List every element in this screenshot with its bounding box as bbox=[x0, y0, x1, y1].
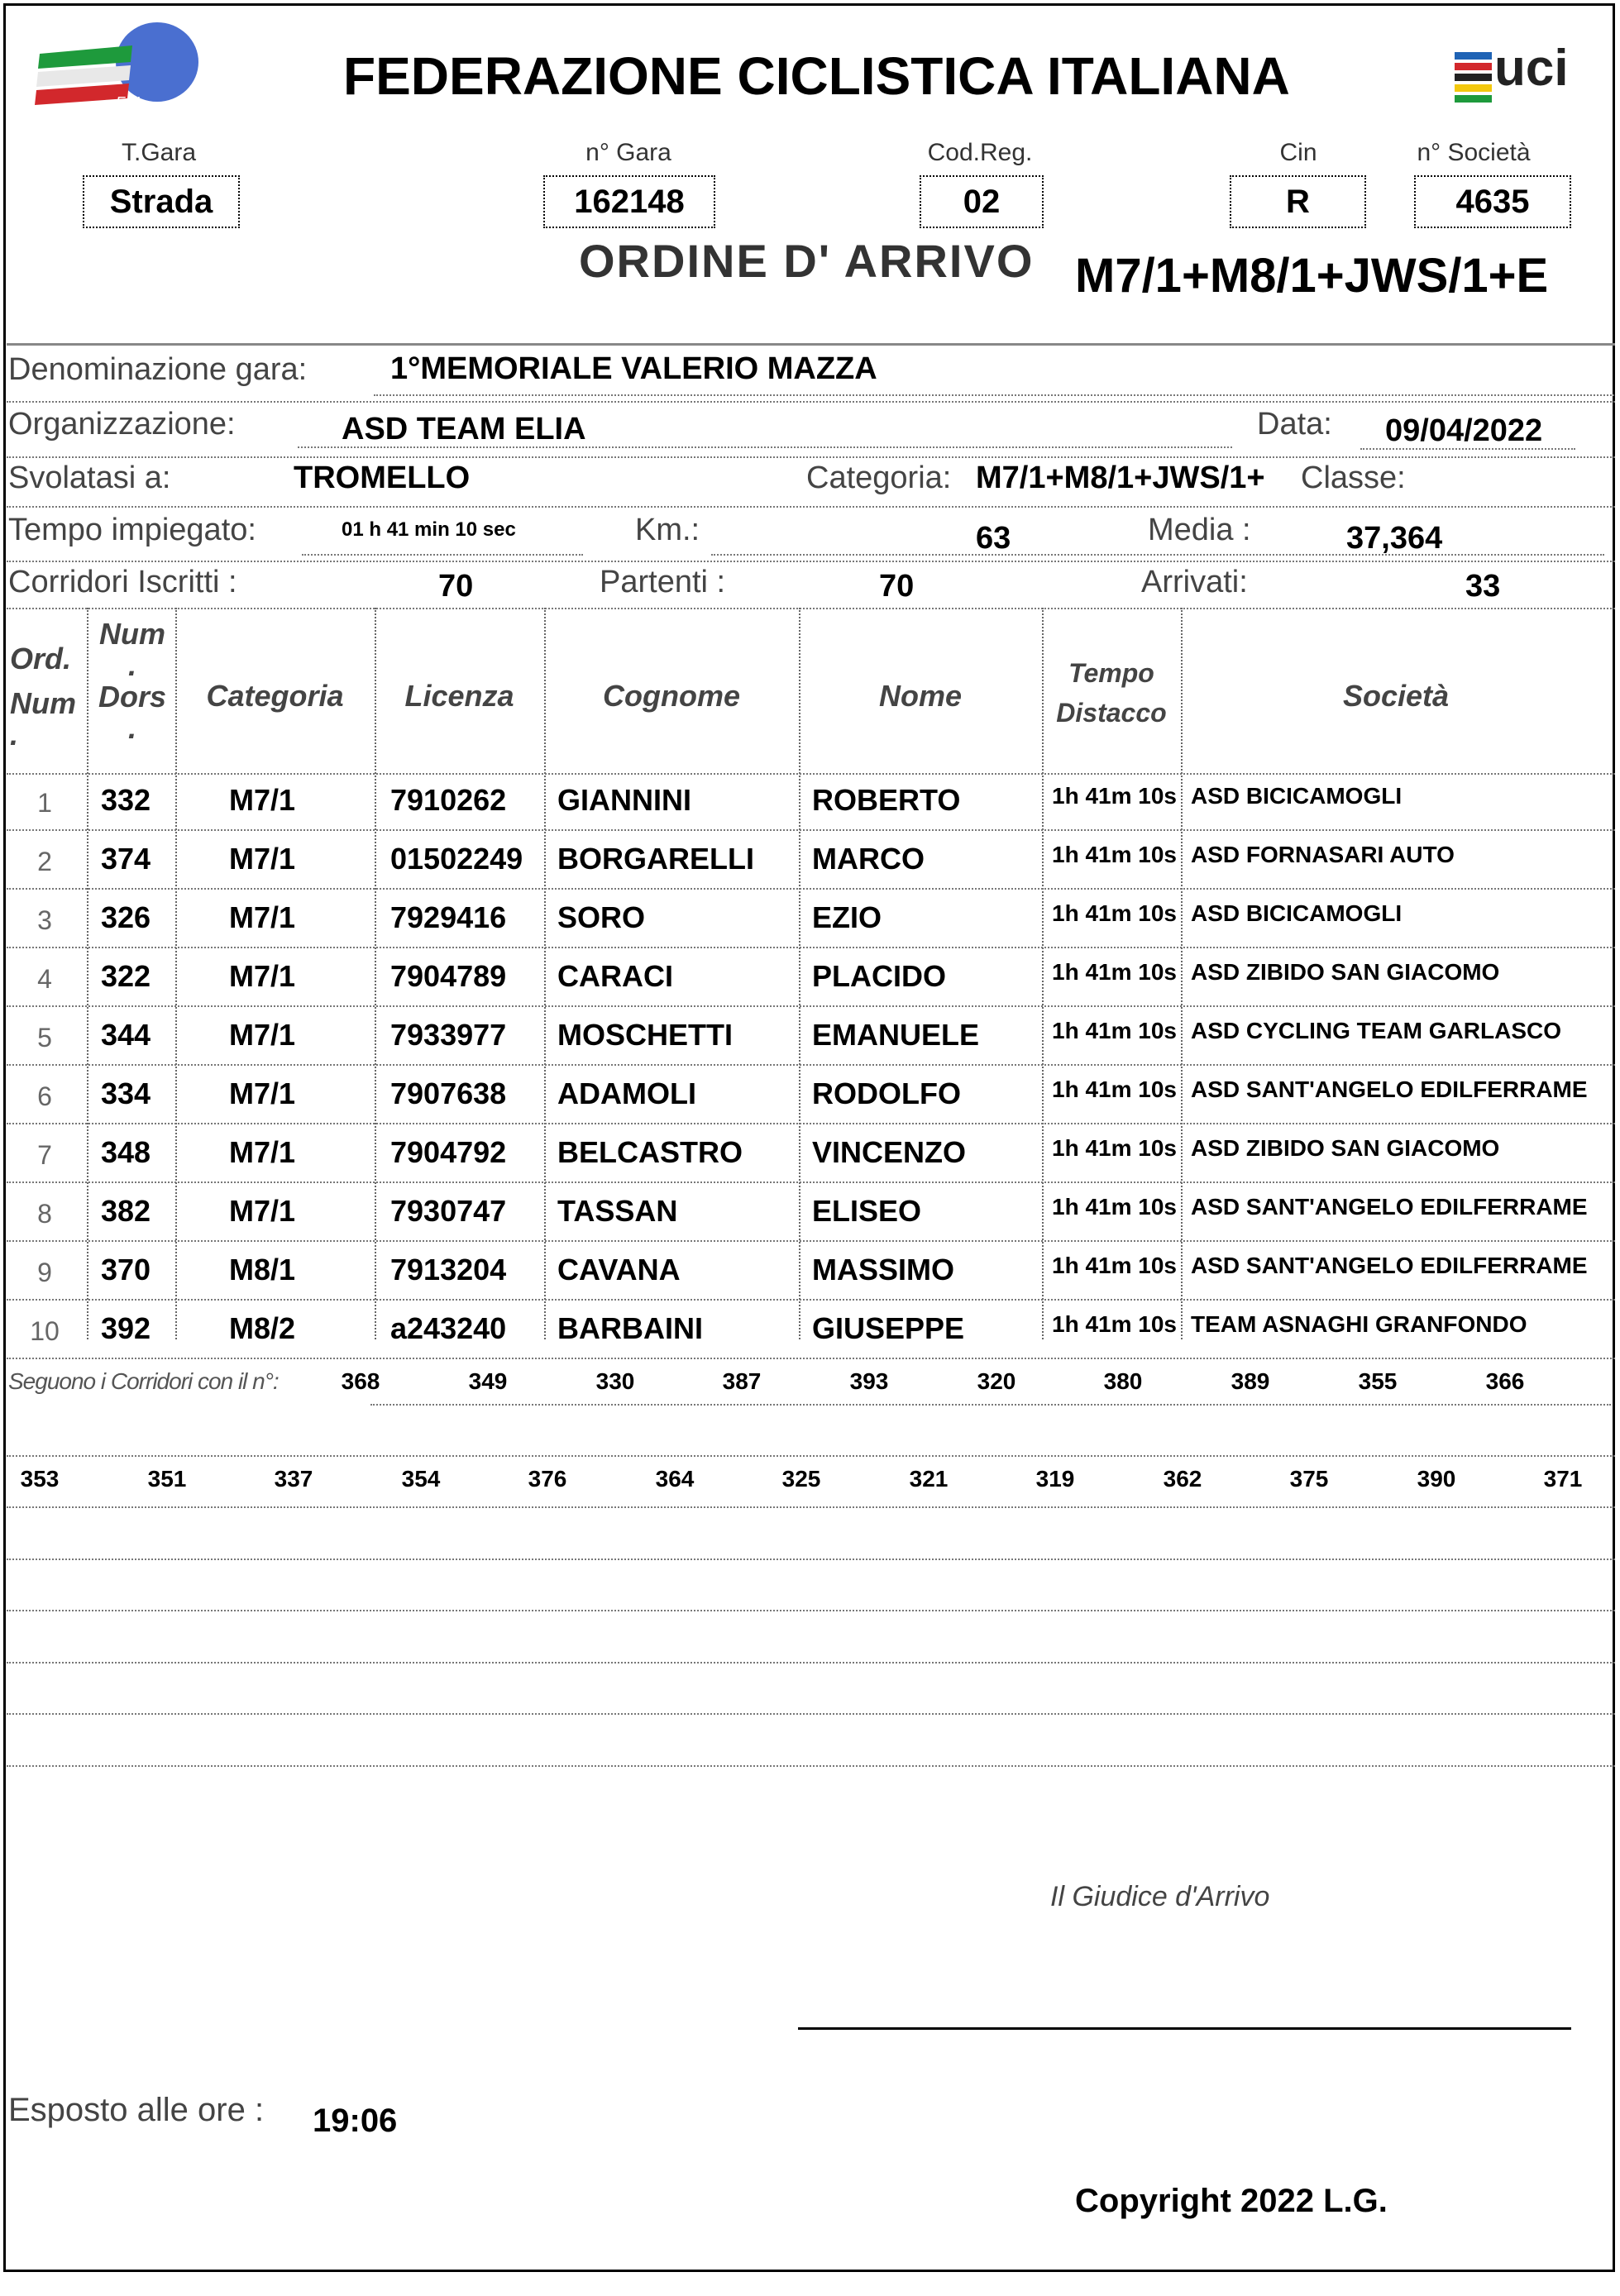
cell-tempo: 1h 41m 10s bbox=[1052, 1076, 1177, 1102]
fci-logo bbox=[33, 21, 207, 116]
separator bbox=[7, 1610, 1615, 1611]
arrivati-value: 33 bbox=[1465, 569, 1501, 604]
cell-societa: ASD SANT'ANGELO EDILFERRAME bbox=[1191, 1253, 1588, 1278]
cell-tempo: 1h 41m 10s bbox=[1052, 959, 1177, 985]
uci-logo-text: uci bbox=[1494, 40, 1569, 97]
separator bbox=[374, 394, 1614, 396]
cell-lic: a243240 bbox=[390, 1311, 507, 1345]
follower-number: 364 bbox=[655, 1466, 695, 1492]
classe-label: Classe: bbox=[1301, 461, 1406, 495]
cell-cognome: TASSAN bbox=[557, 1194, 678, 1228]
codreg-box: 02 bbox=[920, 175, 1044, 228]
follower-number: 351 bbox=[147, 1466, 187, 1492]
cell-cat: M7/1 bbox=[229, 1135, 296, 1169]
tgara-box: Strada bbox=[83, 175, 240, 228]
cell-societa: ASD SANT'ANGELO EDILFERRAME bbox=[1191, 1076, 1588, 1102]
cell-societa: ASD SANT'ANGELO EDILFERRAME bbox=[1191, 1194, 1588, 1220]
tgara-label: T.Gara bbox=[121, 139, 197, 166]
nsocieta-label: n° Società bbox=[1417, 139, 1531, 166]
cell-cat: M7/1 bbox=[229, 900, 296, 934]
cell-lic: 7904792 bbox=[390, 1135, 507, 1169]
arrivati-label: Arrivati: bbox=[1141, 565, 1248, 599]
separator bbox=[7, 1455, 1615, 1457]
separator bbox=[302, 554, 583, 556]
ord-num: 9 bbox=[37, 1258, 52, 1287]
cell-tempo: 1h 41m 10s bbox=[1052, 900, 1177, 926]
col-num-header: Num . Dors . bbox=[98, 617, 167, 745]
follower-number: 376 bbox=[528, 1466, 567, 1492]
cell-societa: TEAM ASNAGHI GRANFONDO bbox=[1191, 1311, 1527, 1337]
cell-cat: M7/1 bbox=[229, 1076, 296, 1110]
cell-num: 334 bbox=[101, 1076, 151, 1110]
cell-nome: ELISEO bbox=[812, 1194, 922, 1228]
cell-cat: M8/2 bbox=[229, 1311, 296, 1345]
follower-number: 366 bbox=[1485, 1368, 1525, 1394]
cell-num: 348 bbox=[101, 1135, 151, 1169]
follower-number: 390 bbox=[1417, 1466, 1456, 1492]
cell-lic: 7910262 bbox=[390, 783, 507, 817]
cell-societa: ASD FORNASARI AUTO bbox=[1191, 842, 1455, 867]
cell-tempo: 1h 41m 10s bbox=[1052, 783, 1177, 809]
row-separator bbox=[7, 1181, 1615, 1183]
ngara-box: 162148 bbox=[543, 175, 715, 228]
media-label: Media : bbox=[1148, 513, 1251, 547]
separator bbox=[7, 1713, 1615, 1715]
denominazione-label: Denominazione gara: bbox=[8, 352, 308, 387]
row-separator bbox=[7, 1240, 1615, 1242]
media-value: 37,364 bbox=[1346, 521, 1443, 556]
cell-lic: 7929416 bbox=[390, 900, 507, 934]
federation-title: FEDERAZIONE CICLISTICA ITALIANA bbox=[343, 46, 1290, 106]
separator bbox=[7, 343, 1615, 346]
follower-number: 319 bbox=[1035, 1466, 1075, 1492]
km-value: 63 bbox=[976, 521, 1011, 556]
cin-box: R bbox=[1230, 175, 1366, 228]
cell-cat: M7/1 bbox=[229, 842, 296, 876]
cell-num: 370 bbox=[101, 1253, 151, 1286]
partenti-label: Partenti : bbox=[600, 565, 726, 599]
separator bbox=[7, 456, 1615, 458]
row-separator bbox=[7, 1064, 1615, 1066]
follower-number: 354 bbox=[401, 1466, 441, 1492]
ngara-label: n° Gara bbox=[585, 139, 671, 166]
cell-nome: EZIO bbox=[812, 900, 882, 934]
cell-lic: 7930747 bbox=[390, 1194, 507, 1228]
tempo-value: 01 h 41 min 10 sec bbox=[342, 518, 516, 541]
cell-num: 382 bbox=[101, 1194, 151, 1228]
cell-num: 374 bbox=[101, 842, 151, 876]
follower-number: 353 bbox=[20, 1466, 60, 1492]
ord-num: 4 bbox=[37, 964, 52, 994]
cell-cognome: BORGARELLI bbox=[557, 842, 754, 876]
nsocieta-box: 4635 bbox=[1414, 175, 1571, 228]
follower-number: 380 bbox=[1103, 1368, 1143, 1394]
cell-nome: ROBERTO bbox=[812, 783, 961, 817]
row-separator bbox=[7, 888, 1615, 890]
row-separator bbox=[7, 1299, 1615, 1301]
col-categoria-header: Categoria bbox=[206, 679, 344, 713]
follower-number: 389 bbox=[1231, 1368, 1270, 1394]
row-separator bbox=[7, 947, 1615, 948]
partenti-value: 70 bbox=[879, 569, 915, 604]
copyright: Copyright 2022 L.G. bbox=[1075, 2183, 1388, 2219]
col-ord-header: Ord. Num . bbox=[10, 642, 76, 752]
cell-lic: 7907638 bbox=[390, 1076, 507, 1110]
svoltasi-value: TROMELLO bbox=[294, 461, 471, 495]
cell-societa: ASD BICICAMOGLI bbox=[1191, 783, 1403, 809]
cell-tempo: 1h 41m 10s bbox=[1052, 1018, 1177, 1043]
cell-num: 344 bbox=[101, 1018, 151, 1052]
cell-cognome: CARACI bbox=[557, 959, 673, 993]
cell-societa: ASD BICICAMOGLI bbox=[1191, 900, 1403, 926]
cell-num: 322 bbox=[101, 959, 151, 993]
cell-tempo: 1h 41m 10s bbox=[1052, 842, 1177, 867]
data-label: Data: bbox=[1257, 407, 1332, 442]
iscritti-value: 70 bbox=[438, 569, 474, 604]
cell-cognome: GIANNINI bbox=[557, 783, 691, 817]
cell-tempo: 1h 41m 10s bbox=[1052, 1135, 1177, 1161]
organizzazione-value: ASD TEAM ELIA bbox=[342, 412, 586, 446]
denominazione-value: 1°MEMORIALE VALERIO MAZZA bbox=[390, 351, 877, 386]
ord-num: 5 bbox=[37, 1023, 52, 1053]
tempo-label: Tempo impiegato: bbox=[8, 513, 256, 547]
cell-nome: GIUSEPPE bbox=[812, 1311, 965, 1345]
category-title: M7/1+M8/1+JWS/1+E bbox=[1075, 249, 1549, 303]
cell-tempo: 1h 41m 10s bbox=[1052, 1194, 1177, 1220]
seguono-label: Seguono i Corridori con il n°: bbox=[8, 1368, 279, 1394]
cell-societa: ASD ZIBIDO SAN GIACOMO bbox=[1191, 959, 1500, 985]
follower-number: 393 bbox=[849, 1368, 889, 1394]
esposto-value: 19:06 bbox=[313, 2103, 398, 2139]
cell-lic: 7904789 bbox=[390, 959, 507, 993]
cell-lic: 01502249 bbox=[390, 842, 523, 876]
ord-num: 7 bbox=[37, 1140, 52, 1170]
follower-number: 355 bbox=[1358, 1368, 1398, 1394]
follower-number: 321 bbox=[909, 1466, 949, 1492]
cell-cognome: BARBAINI bbox=[557, 1311, 703, 1345]
cell-nome: EMANUELE bbox=[812, 1018, 980, 1052]
row-separator bbox=[7, 829, 1615, 831]
ord-num: 8 bbox=[37, 1199, 52, 1229]
row-separator bbox=[7, 1358, 1615, 1359]
iscritti-label: Corridori Iscritti : bbox=[8, 565, 237, 599]
cell-num: 332 bbox=[101, 783, 151, 817]
follower-number: 368 bbox=[341, 1368, 380, 1394]
cell-cat: M7/1 bbox=[229, 959, 296, 993]
col-cognome-header: Cognome bbox=[603, 679, 740, 713]
cell-cognome: BELCASTRO bbox=[557, 1135, 743, 1169]
cell-nome: RODOLFO bbox=[812, 1076, 961, 1110]
follower-number: 362 bbox=[1163, 1466, 1202, 1492]
follower-number: 349 bbox=[468, 1368, 508, 1394]
col-nome-header: Nome bbox=[878, 679, 963, 713]
organizzazione-label: Organizzazione: bbox=[8, 407, 236, 442]
row-separator bbox=[7, 1123, 1615, 1124]
follower-number: 375 bbox=[1289, 1466, 1329, 1492]
col-societa-header: Società bbox=[1342, 679, 1450, 713]
svoltasi-label: Svolatasi a: bbox=[8, 461, 171, 495]
cell-cognome: CAVANA bbox=[557, 1253, 681, 1286]
separator bbox=[7, 1506, 1615, 1508]
esposto-label: Esposto alle ore : bbox=[8, 2092, 265, 2128]
uci-logo bbox=[1451, 21, 1600, 120]
separator bbox=[7, 773, 1615, 775]
ord-num: 1 bbox=[37, 788, 52, 818]
cell-cognome: ADAMOLI bbox=[557, 1076, 696, 1110]
col-licenza-header: Licenza bbox=[404, 679, 514, 713]
categoria-label: Categoria: bbox=[806, 461, 952, 495]
cell-nome: VINCENZO bbox=[812, 1135, 967, 1169]
cell-nome: MARCO bbox=[812, 842, 925, 876]
separator bbox=[7, 506, 1615, 508]
cell-cognome: MOSCHETTI bbox=[557, 1018, 733, 1052]
data-value: 09/04/2022 bbox=[1385, 413, 1543, 448]
separator bbox=[7, 561, 1615, 562]
cell-nome: MASSIMO bbox=[812, 1253, 955, 1286]
follower-number: 320 bbox=[977, 1368, 1016, 1394]
cell-societa: ASD CYCLING TEAM GARLASCO bbox=[1191, 1018, 1561, 1043]
separator bbox=[711, 554, 1604, 556]
categoria-value: M7/1+M8/1+JWS/1+ bbox=[976, 461, 1265, 495]
separator bbox=[7, 401, 1615, 403]
ord-num: 3 bbox=[37, 905, 52, 935]
ord-num: 10 bbox=[30, 1316, 60, 1346]
follower-number: 337 bbox=[274, 1466, 313, 1492]
cell-cat: M7/1 bbox=[229, 1018, 296, 1052]
col-tempo-header: Tempo Distacco bbox=[1056, 658, 1167, 728]
ord-num: 2 bbox=[37, 847, 52, 876]
ord-num: 6 bbox=[37, 1081, 52, 1111]
km-label: Km.: bbox=[635, 513, 700, 547]
ordine-arrivo-title: ORDINE D' ARRIVO bbox=[579, 235, 1035, 287]
follower-number: 371 bbox=[1543, 1466, 1583, 1492]
row-separator bbox=[7, 1005, 1615, 1007]
cell-tempo: 1h 41m 10s bbox=[1052, 1311, 1177, 1337]
cell-lic: 7913204 bbox=[390, 1253, 507, 1286]
cell-cat: M8/1 bbox=[229, 1253, 296, 1286]
cell-tempo: 1h 41m 10s bbox=[1052, 1253, 1177, 1278]
cell-nome: PLACIDO bbox=[812, 959, 946, 993]
separator bbox=[7, 608, 1615, 609]
cell-cat: M7/1 bbox=[229, 1194, 296, 1228]
separator bbox=[7, 1662, 1615, 1664]
separator bbox=[370, 1404, 1611, 1406]
follower-number: 330 bbox=[595, 1368, 635, 1394]
cell-lic: 7933977 bbox=[390, 1018, 507, 1052]
separator bbox=[7, 1559, 1615, 1560]
follower-number: 387 bbox=[722, 1368, 762, 1394]
cell-num: 326 bbox=[101, 900, 151, 934]
separator bbox=[7, 1765, 1615, 1767]
cell-cat: M7/1 bbox=[229, 783, 296, 817]
giudice-arrivo-label: Il Giudice d'Arrivo bbox=[1050, 1881, 1270, 1912]
follower-number: 325 bbox=[781, 1466, 821, 1492]
cell-cognome: SORO bbox=[557, 900, 646, 934]
fci-logo-text: FCI bbox=[116, 94, 140, 111]
signature-line bbox=[798, 2027, 1571, 2030]
cell-num: 392 bbox=[101, 1311, 151, 1345]
cin-label: Cin bbox=[1279, 139, 1317, 166]
cell-societa: ASD ZIBIDO SAN GIACOMO bbox=[1191, 1135, 1500, 1161]
codreg-label: Cod.Reg. bbox=[927, 139, 1033, 166]
